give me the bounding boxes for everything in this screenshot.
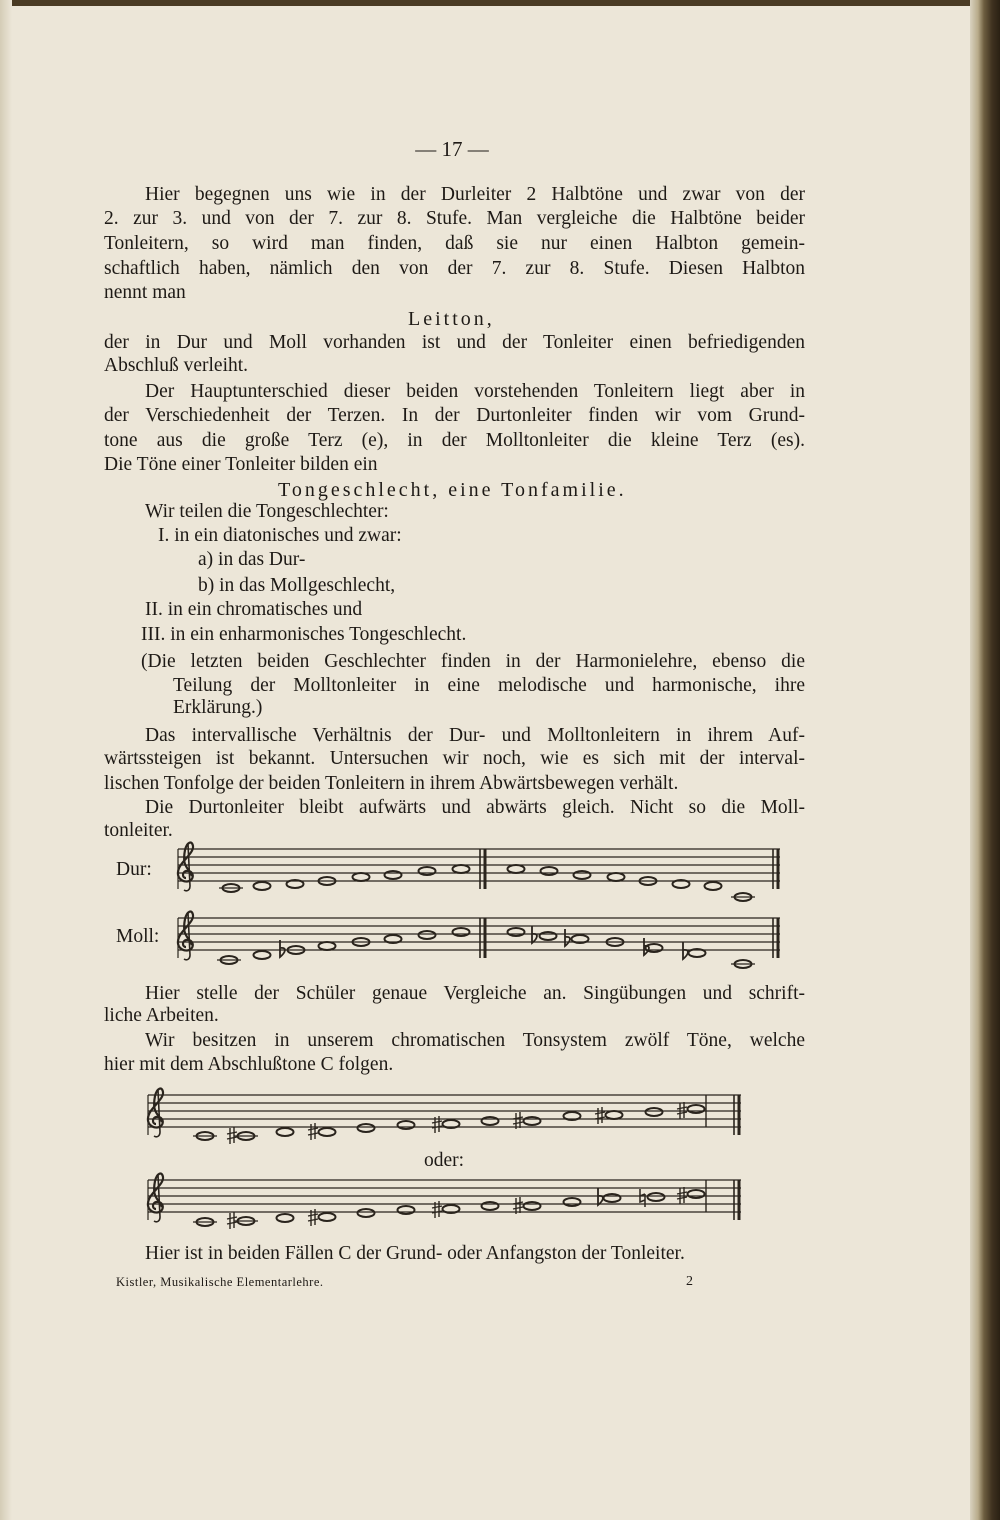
note: [419, 867, 436, 875]
paragraph-3-line-2: der Verschiedenheit der Terzen. In der Durtonleiter finden wir vom Grund-: [104, 405, 805, 426]
note: [688, 1105, 705, 1113]
paragraph-1-line-4: schaftlich haben, nämlich den von der 7. zur 8. Stufe. Diesen Halbton: [104, 258, 805, 279]
page-number: — 17 —: [415, 137, 489, 161]
sharp-icon: [595, 1107, 605, 1124]
note: [398, 1206, 415, 1214]
note: [358, 1124, 375, 1132]
note-line-2: Teilung der Molltonleiter in eine melodische und harmonische, ihre: [173, 675, 805, 696]
term-tongeschlecht: Tongeschlecht, eine Tonfamilie.: [278, 479, 627, 501]
label-moll: Moll:: [116, 926, 160, 947]
note: [319, 1213, 336, 1221]
paragraph-4-line-3: lischen Tonfolge der beiden Tonleitern in ihrem Abwärtsbewegen verhält.: [104, 773, 679, 794]
note: [688, 1190, 705, 1198]
footer-book-title: Kistler, Musikalische Elementarlehre.: [116, 1275, 324, 1289]
note: [254, 882, 271, 890]
note: [541, 867, 558, 875]
note: [385, 871, 402, 879]
note: [358, 1209, 375, 1217]
staff-chromatic-1: [148, 1089, 741, 1144]
paragraph-2-line-1: der in Dur und Moll vorhanden ist und der Tonleiter einen befriedigenden: [104, 332, 805, 353]
note: [604, 1194, 621, 1202]
note: [419, 931, 436, 939]
note: [524, 1202, 541, 1210]
staff-moll: [178, 912, 780, 968]
paragraph-6-line-2: liche Arbeiten.: [104, 1005, 219, 1026]
paragraph-1-line-2: 2. zur 3. und von der 7. zur 8. Stufe. Man vergleiche die Halbtöne beider: [104, 208, 805, 229]
paragraph-4-line-1: Das intervallische Verhältnis der Dur- und Molltonleitern in ihrem Auf-: [145, 725, 805, 746]
note: [524, 1117, 541, 1125]
paragraph-3-line-3: tone aus die große Terz (e), in der Molltonleiter die kleine Terz (es).: [104, 430, 805, 451]
paragraph-8: Hier ist in beiden Fällen C der Grund- oder Anfangston der Tonleiter.: [145, 1243, 685, 1264]
paragraph-7-line-1: Wir besitzen in unserem chromatischen Tonsystem zwölf Töne, welche: [145, 1030, 805, 1051]
flat-icon: [598, 1188, 603, 1205]
note: [319, 1128, 336, 1136]
note: [482, 1202, 499, 1210]
note: [508, 928, 525, 936]
paragraph-3-line-4: Die Töne einer Tonleiter bilden ein: [104, 454, 378, 475]
note: [646, 1108, 663, 1116]
term-leitton: Leitton,: [408, 308, 495, 330]
note: [453, 928, 470, 936]
list-item-2: II. in ein chromatisches und: [145, 599, 363, 620]
paragraph-1-line-1: Hier begegnen uns wie in der Durleiter 2 Halbtöne und zwar von der: [145, 184, 805, 205]
paragraph-7-line-2: hier mit dem Abschlußtone C folgen.: [104, 1054, 394, 1075]
treble-clef-icon: [178, 912, 193, 960]
flat-icon: [532, 926, 537, 943]
note-line-1: (Die letzten beiden Geschlechter finden in der Harmonielehre, ebenso die: [141, 651, 805, 672]
treble-clef-icon: [178, 843, 193, 891]
paragraph-2-line-2: Abschluß verleiht.: [104, 355, 249, 376]
note: [277, 1128, 294, 1136]
treble-clef-icon: [148, 1174, 163, 1222]
note: [277, 1214, 294, 1222]
staff-dur: [178, 843, 780, 901]
label-oder: oder:: [424, 1150, 465, 1171]
paragraph-5-line-2: tonleiter.: [104, 820, 173, 841]
note: [608, 873, 625, 881]
sharp-icon: [308, 1123, 318, 1140]
note-line-3: Erklärung.): [173, 697, 263, 718]
note: [574, 871, 591, 879]
note: [508, 865, 525, 873]
paragraph-1-line-3: Tonleitern, so wird man finden, daß sie nur einen Halbton gemein-: [104, 233, 805, 254]
note: [564, 1198, 581, 1206]
note: [254, 951, 271, 959]
footer-signature: 2: [686, 1274, 694, 1289]
list-item-1b: b) in das Mollgeschlecht,: [198, 575, 396, 596]
note: [353, 873, 370, 881]
note: [319, 942, 336, 950]
paragraph-1-line-5: nennt man: [104, 282, 186, 303]
note: [453, 865, 470, 873]
note: [540, 932, 557, 940]
paragraph-5-line-1: Die Durtonleiter bleibt aufwärts und abwärts gleich. Nicht so die Moll-: [145, 797, 805, 818]
list-item-3: III. in ein enharmonisches Tongeschlecht.: [141, 624, 467, 645]
note: [705, 882, 722, 890]
list-item-1: I. in ein diatonisches und zwar:: [158, 525, 402, 546]
paragraph-4-line-2: wärtssteigen ist bekannt. Untersuchen wir noch, wie es sich mit der interval-: [104, 748, 805, 769]
label-dur: Dur:: [116, 859, 152, 880]
note: [482, 1117, 499, 1125]
note: [606, 1111, 623, 1119]
paragraph-3-line-1: Der Hauptunterschied dieser beiden vorstehenden Tonleitern liegt aber in: [145, 381, 805, 402]
list-intro: Wir teilen die Tongeschlechter:: [145, 501, 389, 522]
note: [648, 1193, 665, 1201]
list-item-1a: a) in das Dur-: [198, 549, 306, 570]
flat-icon: [565, 929, 570, 946]
staff-chromatic-2: [148, 1174, 741, 1229]
treble-clef-icon: [148, 1089, 163, 1137]
note: [398, 1121, 415, 1129]
flat-icon: [683, 942, 688, 959]
paragraph-6-line-1: Hier stelle der Schüler genaue Vergleiche an. Singübungen und schrift-: [145, 983, 805, 1004]
